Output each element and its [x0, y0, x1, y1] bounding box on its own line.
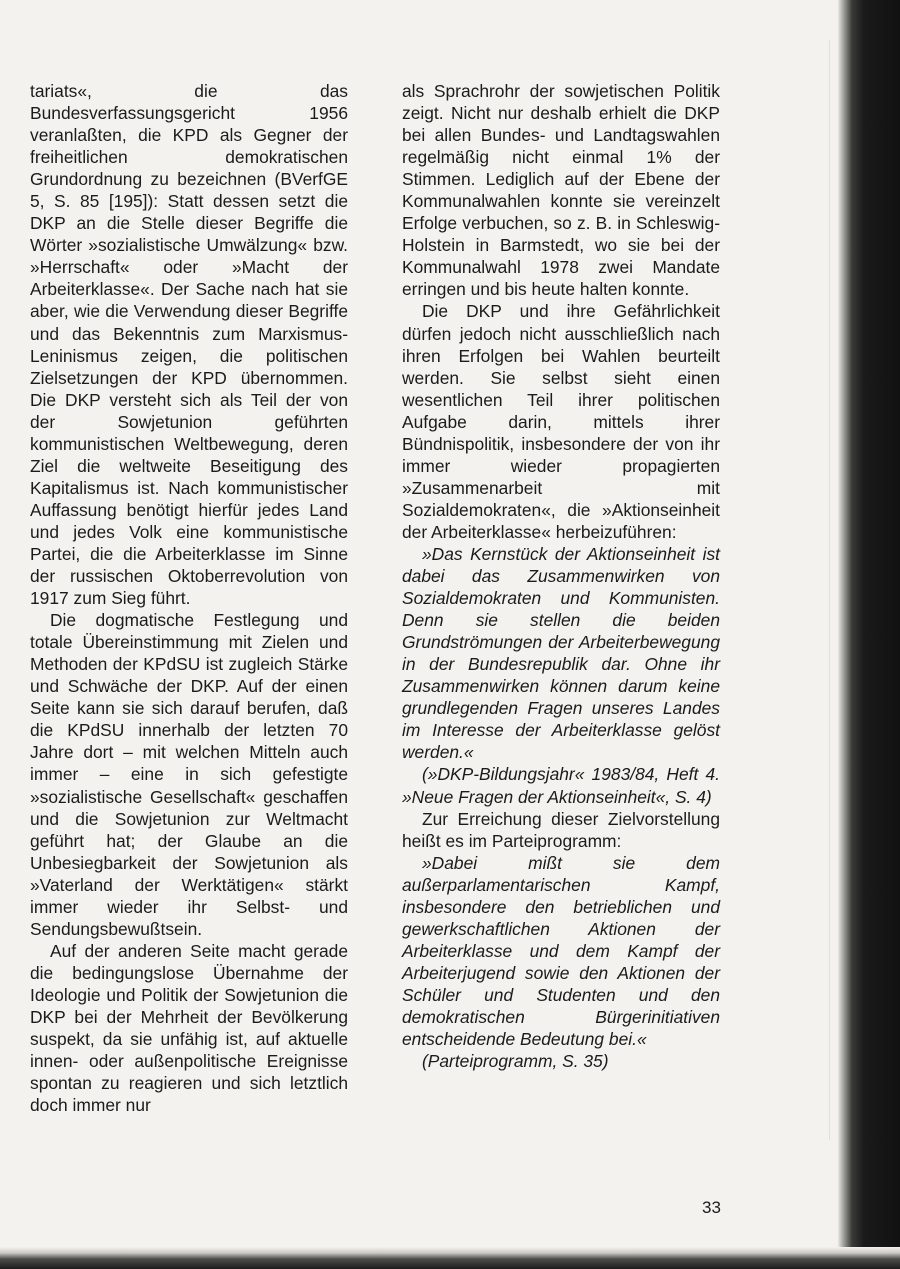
- page-number: 33: [702, 1198, 721, 1217]
- paragraph: Die DKP und ihre Gefährlichkeit dürfen jedoch nicht ausschließlich nach ihren Erfolgen bei Wahlen beurteilt werden. Sie selbst sieht einen wesentlichen Teil ihrer politischen Aufgabe darin, mittels ihrer Bündnispolitik, insbesondere der von ihr immer wieder propagierten »Zusammenarbeit mit Sozialdemokraten«, die »Aktionseinheit der Arbeiterklasse« herbeizuführen:: [402, 301, 720, 542]
- quote-source: (Parteiprogramm, S. 35): [422, 1051, 609, 1072]
- paragraph: Auf der anderen Seite macht gerade die bedingungslose Übernahme der Ideologie und Politik der Sowjetunion die DKP bei der Mehrheit der Bevölkerung suspekt, da sie unfähig ist, auf aktuelle innen- oder außenpolitische Ereignisse spontan zu reagieren und sich letztlich doch immer nur: [30, 940, 348, 1116]
- paragraph: Die dogmatische Festlegung und totale Übereinstimmung mit Zielen und Methoden der KPdSU ist zugleich Stärke und Schwäche der DKP. Auf der einen Seite kann sie sich darauf berufen, daß die KPdSU innerhalb der letzten 70 Jahre dort – mit welchen Mitteln auch immer – eine in sich gefestigte »sozialistische Gesellschaft« geschaffen und die Sowjetunion zur Weltmacht geführt hat; der Glaube an die Unbesiegbarkeit der Sowjetunion als »Vaterland der Werktätigen« stärkt immer wieder ihr Selbst- und Sendungsbewußtsein.: [30, 610, 348, 939]
- book-bottom-edge: [0, 1247, 900, 1269]
- right-column: [402, 80, 720, 1072]
- quote-source: (»DKP-Bildungsjahr« 1983/84, Heft 4. »Neue Fragen der Aktionseinheit«, S. 4): [402, 764, 720, 807]
- left-column: [30, 80, 348, 1116]
- block-quote: »Das Kernstück der Aktionseinheit ist dabei das Zusammenwirken von Sozialdemokraten und Kommunisten. Denn sie stellen die beiden Grundströmungen der Arbeiterbewegung in der Bundesrepublik dar. Ohne ihr Zusammenwirken können darum keine grundlegenden Fragen unseres Landes im Interesse der Arbeiterklasse gelöst werden.«: [402, 543, 720, 763]
- page-fold-shadow: [829, 40, 830, 1140]
- block-quote: »Dabei mißt sie dem außerparlamentarischen Kampf, insbesondere den betrieblichen und gewerkschaftlichen Aktionen der Arbeiterklasse und dem Kampf der Arbeiterjugend sowie den Aktionen der Schüler und Studenten und den demokratischen Bürgerinitiativen entscheidende Bedeutung bei.«: [402, 852, 720, 1050]
- paragraph: tariats«, die das Bundesverfassungsgericht 1956 veranlaßten, die KPD als Gegner der freiheitlichen demokratischen Grundordnung zu bezeichnen (BVerfGE 5, S. 85 [195]): Statt dessen setzt die DKP an die Stelle dieser Begriffe die Wörter »sozialistische Umwälzung« bzw. »Herrschaft« oder »Macht der Arbeiterklasse«. Der Sache nach hat sie aber, wie die Verwendung dieser Begriffe und das Bekenntnis zum Marxismus-Leninismus zeigen, die politischen Zielsetzungen der KPD übernommen. Die DKP versteht sich als Teil der von der Sowjetunion geführten kommunistischen Weltbewegung, deren Ziel die weltweite Beseitigung des Kapitalismus ist. Nach kommunistischer Auffassung benötigt hierfür jedes Land und jedes Volk eine kommunistische Partei, die die Arbeiterklasse im Sinne der russischen Oktoberrevolution von 1917 zum Sieg führt.: [30, 81, 348, 609]
- paragraph: als Sprachrohr der sowjetischen Politik zeigt. Nicht nur deshalb erhielt die DKP bei allen Bundes- und Landtagswahlen regelmäßig nicht einmal 1% der Stimmen. Lediglich auf der Ebene der Kommunalwahlen konnte sie vereinzelt Erfolge verbuchen, so z. B. in Schleswig-Holstein in Barmstedt, wo sie bei der Kommunalwahl 1978 zwei Mandate erringen und bis heute halten konnte.: [402, 81, 720, 300]
- paragraph: Zur Erreichung dieser Zielvorstellung heißt es im Parteiprogramm:: [402, 808, 720, 851]
- book-spine-edge: [838, 0, 900, 1269]
